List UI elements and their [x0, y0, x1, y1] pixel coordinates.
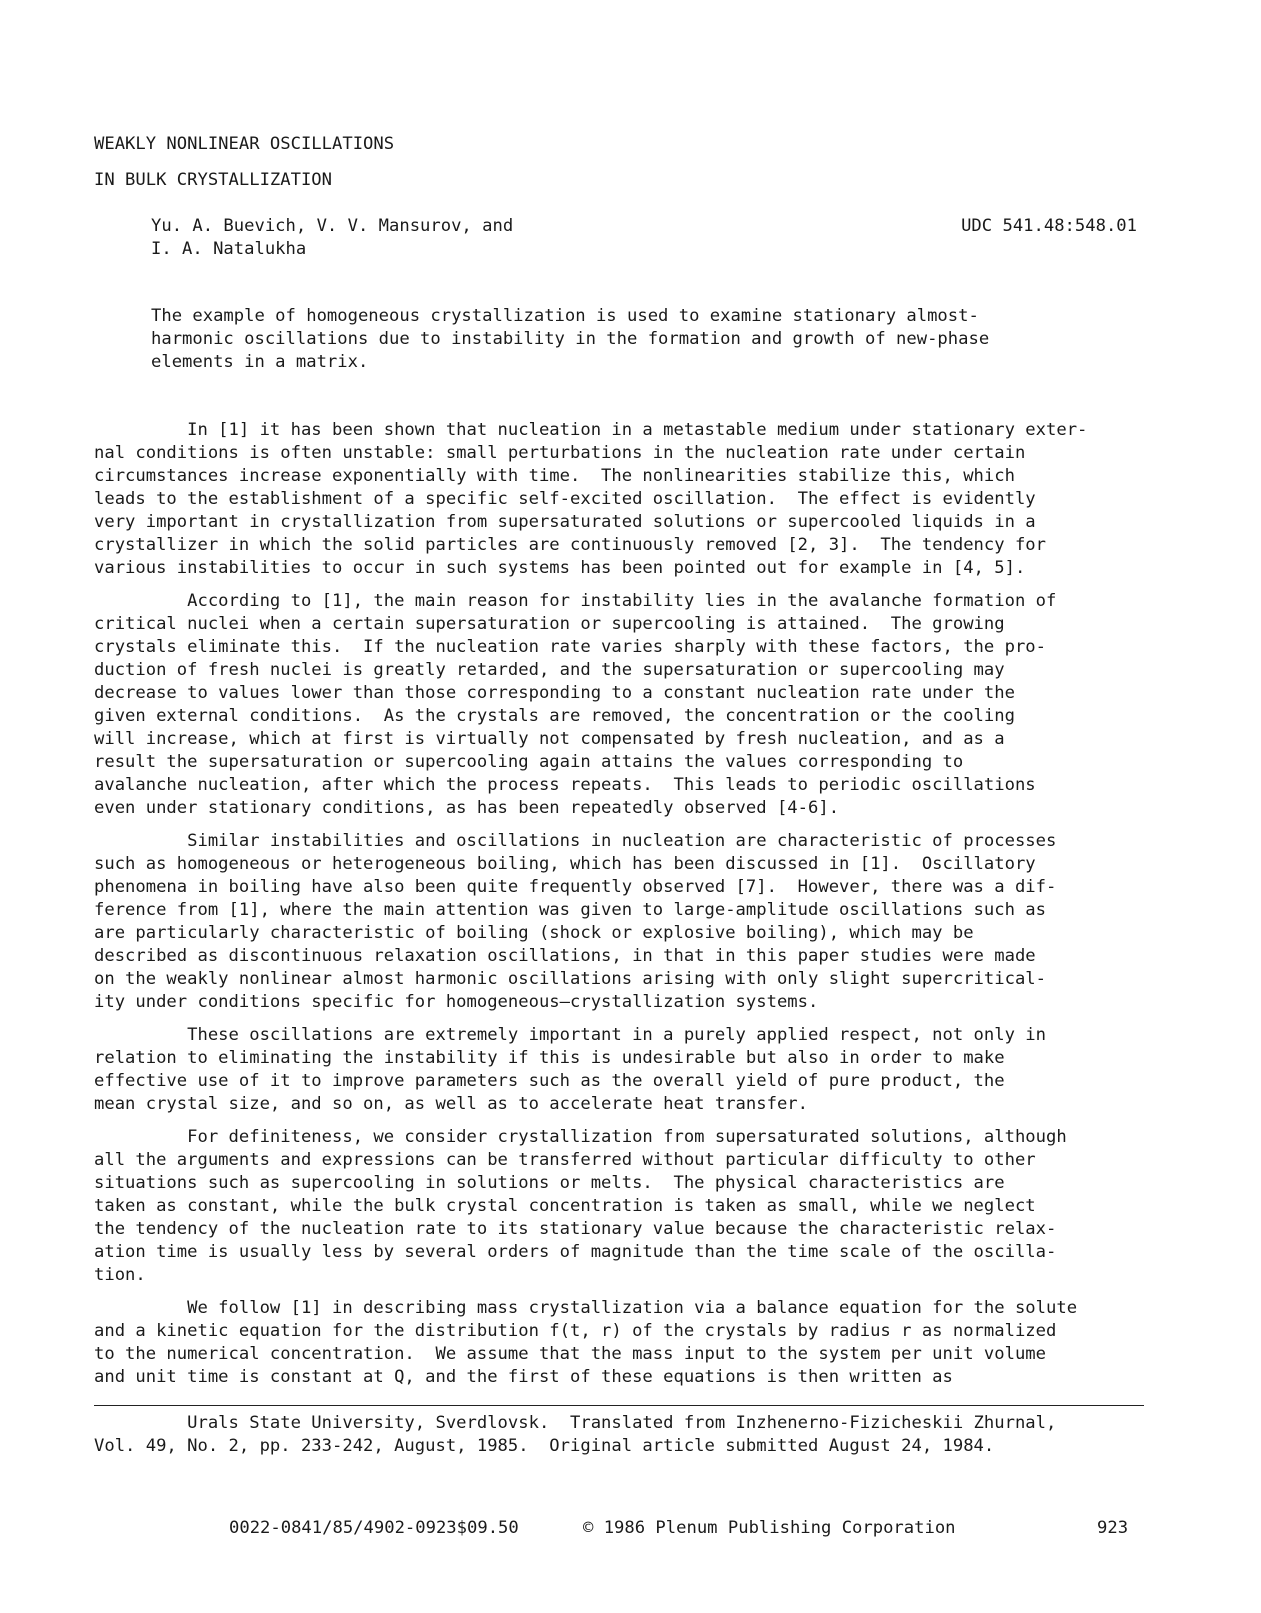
- text-line: very important in crystallization from supersaturated solutions or supercooled liquids in a: [94, 512, 1036, 532]
- text-line: to the numerical concentration. We assume that the mass input to the system per unit volume: [94, 1344, 1046, 1364]
- text-line: and a kinetic equation for the distribution f(t, r) of the crystals by radius r as normalized: [94, 1321, 1057, 1341]
- article-title: [94, 133, 794, 205]
- abstract-line: elements in a matrix.: [151, 352, 369, 372]
- text-line: even under stationary conditions, as has been repeatedly observed [4-6].: [94, 798, 840, 818]
- text-line: all the arguments and expressions can be transferred without particular difficulty to other: [94, 1150, 1036, 1170]
- footnote-line: Urals State University, Sverdlovsk. Translated from Inzhenerno-Fizicheskii Zhurnal,: [94, 1413, 1057, 1433]
- text-line: nal conditions is often unstable: small perturbations in the nucleation rate under certain: [94, 443, 1026, 463]
- text-line: According to [1], the main reason for instability lies in the avalanche formation of: [94, 591, 1057, 611]
- text-line: tion.: [94, 1265, 146, 1285]
- text-line: crystals eliminate this. If the nucleation rate varies sharply with these factors, the pro-: [94, 637, 1046, 657]
- text-line: decrease to values lower than those corresponding to a constant nucleation rate under the: [94, 683, 1015, 703]
- text-line: critical nuclei when a certain supersaturation or supercooling is attained. The growing: [94, 614, 1005, 634]
- text-line: Similar instabilities and oscillations in nucleation are characteristic of processes: [94, 831, 1057, 851]
- paragraph-3: [94, 830, 1154, 1014]
- authors-line-1: Yu. A. Buevich, V. V. Mansurov, and: [151, 216, 514, 236]
- text-line: We follow [1] in describing mass crystallization via a balance equation for the solute: [94, 1298, 1078, 1318]
- authors-line-2: I. A. Natalukha: [151, 239, 307, 259]
- abstract-line: harmonic oscillations due to instability in the formation and growth of new-phase: [151, 329, 990, 349]
- text-line: ity under conditions specific for homogeneous—crystallization systems.: [94, 992, 819, 1012]
- text-line: various instabilities to occur in such systems has been pointed out for example in [4, 5].: [94, 558, 1026, 578]
- text-line: circumstances increase exponentially with time. The nonlinearities stabilize this, which: [94, 466, 1015, 486]
- text-line: described as discontinuous relaxation oscillations, in that in this paper studies were made: [94, 946, 1036, 966]
- paragraph-5: [94, 1126, 1154, 1287]
- text-line: In [1] it has been shown that nucleation in a metastable medium under stationary exter-: [94, 420, 1088, 440]
- text-line: relation to eliminating the instability if this is undesirable but also in order to make: [94, 1048, 1005, 1068]
- paragraph-2: [94, 590, 1154, 820]
- text-line: on the weakly nonlinear almost harmonic oscillations arising with only slight supercritical-: [94, 969, 1046, 989]
- paragraph-1: [94, 419, 1154, 580]
- abstract: [151, 305, 1091, 374]
- article-code: 0022-0841/85/4902-0923$09.50: [229, 1518, 519, 1538]
- text-line: crystallizer in which the solid particles are continuously removed [2, 3]. The tendency for: [94, 535, 1046, 555]
- footnote: [94, 1412, 1154, 1458]
- text-line: avalanche nucleation, after which the process repeats. This leads to periodic oscillations: [94, 775, 1036, 795]
- udc-code: UDC 541.48:548.01: [961, 216, 1137, 236]
- text-line: situations such as supercooling in solutions or melts. The physical characteristics are: [94, 1173, 1005, 1193]
- text-line: given external conditions. As the crystals are removed, the concentration or the cooling: [94, 706, 1015, 726]
- text-line: duction of fresh nuclei is greatly retarded, and the supersaturation or supercooling may: [94, 660, 1005, 680]
- text-line: taken as constant, while the bulk crystal concentration is taken as small, while we neglect: [94, 1196, 1036, 1216]
- text-line: ference from [1], where the main attention was given to large-amplitude oscillations such as: [94, 900, 1046, 920]
- text-line: the tendency of the nucleation rate to its stationary value because the characteristic relax-: [94, 1219, 1057, 1239]
- text-line: and unit time is constant at Q, and the first of these equations is then written as: [94, 1367, 953, 1387]
- abstract-line: The example of homogeneous crystallization is used to examine stationary almost-: [151, 306, 979, 326]
- text-line: leads to the establishment of a specific self-excited oscillation. The effect is evidently: [94, 489, 1036, 509]
- title-line-1: WEAKLY NONLINEAR OSCILLATIONS: [94, 134, 395, 154]
- text-line: are particularly characteristic of boiling (shock or explosive boiling), which may be: [94, 923, 974, 943]
- text-line: ation time is usually less by several orders of magnitude than the time scale of the oscilla-: [94, 1242, 1057, 1262]
- text-line: phenomena in boiling have also been quite frequently observed [7]. However, there was a dif-: [94, 877, 1057, 897]
- footnote-line: Vol. 49, No. 2, pp. 233-242, August, 1985. Original article submitted August 24, 1984.: [94, 1436, 995, 1456]
- text-line: effective use of it to improve parameters such as the overall yield of pure product, the: [94, 1071, 1005, 1091]
- text-line: For definiteness, we consider crystallization from supersaturated solutions, although: [94, 1127, 1067, 1147]
- paragraph-4: [94, 1024, 1154, 1116]
- paragraph-6: [94, 1297, 1154, 1389]
- copyright-notice: © 1986 Plenum Publishing Corporation: [583, 1518, 956, 1538]
- title-line-2: IN BULK CRYSTALLIZATION: [94, 170, 332, 190]
- text-line: result the supersaturation or supercooling again attains the values corresponding to: [94, 752, 964, 772]
- author-list: [151, 215, 851, 261]
- footnote-divider: [94, 1405, 1144, 1406]
- body-text: [94, 419, 1154, 1399]
- text-line: will increase, which at first is virtually not compensated by fresh nucleation, and as a: [94, 729, 1005, 749]
- text-line: These oscillations are extremely important in a purely applied respect, not only in: [94, 1025, 1046, 1045]
- page-number: 923: [1097, 1518, 1129, 1538]
- text-line: such as homogeneous or heterogeneous boiling, which has been discussed in [1]. Oscillatory: [94, 854, 1036, 874]
- text-line: mean crystal size, and so on, as well as to accelerate heat transfer.: [94, 1094, 808, 1114]
